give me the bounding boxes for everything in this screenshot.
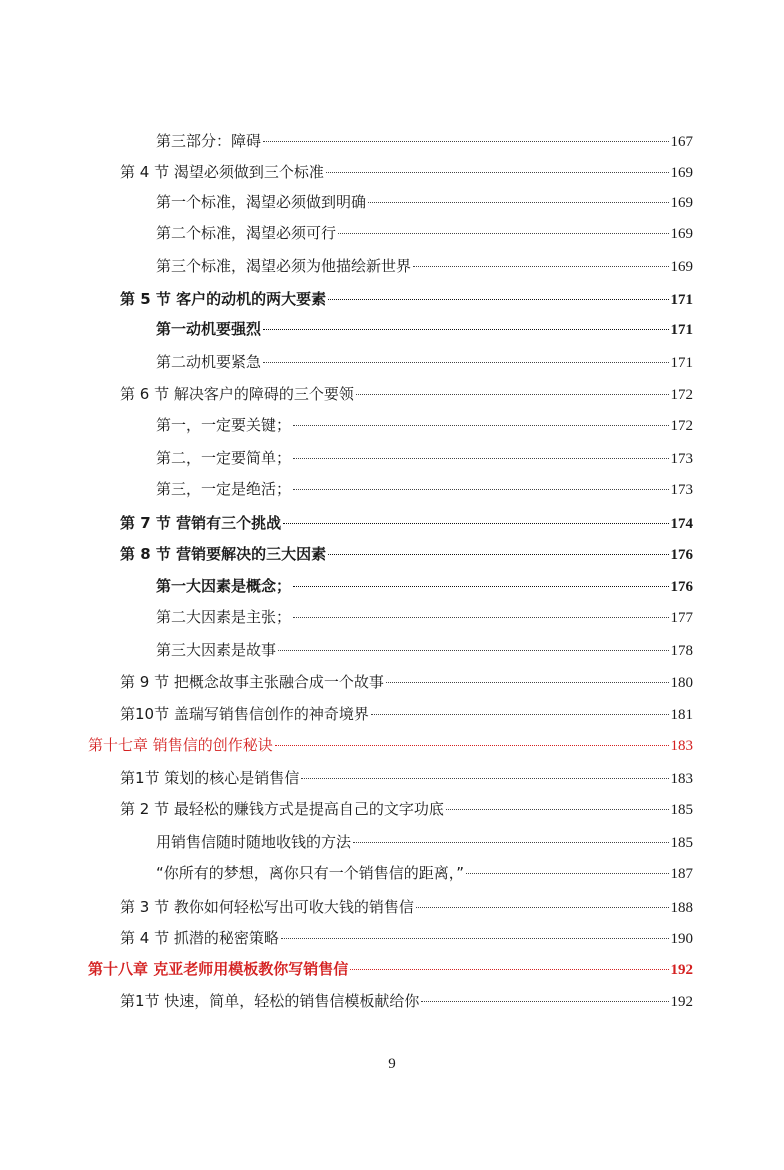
toc-entry-title: 第十八章 克亚老师用模板教你写销售信 — [88, 960, 349, 978]
toc-dot-leader — [281, 938, 669, 939]
toc-section-entry — [120, 542, 693, 566]
toc-chapter-entry — [88, 957, 693, 981]
toc-entry-page: 185 — [670, 835, 693, 851]
toc-dot-leader — [350, 969, 668, 970]
toc-section-entry — [120, 926, 693, 950]
toc-entry-page: 185 — [670, 802, 693, 818]
toc-entry-title: 第一动机要强烈 — [156, 320, 262, 338]
toc-section-entry — [120, 287, 693, 311]
toc-subsection-entry — [156, 446, 693, 470]
toc-entry-title: 第二动机要紧急 — [156, 353, 262, 371]
toc-entry-page: 169 — [670, 165, 693, 181]
toc-entry-page: 174 — [670, 516, 693, 532]
toc-entry-title: “你所有的梦想，离你只有一个销售信的距离，” — [156, 864, 465, 882]
toc-entry-title: 第1节 策划的核心是销售信 — [120, 769, 300, 787]
toc-entry-title: 第一个标准，渴望必须做到明确 — [156, 193, 367, 211]
toc-entry-page: 171 — [670, 292, 693, 308]
toc-dot-leader — [275, 745, 669, 746]
toc-dot-leader — [413, 266, 668, 267]
toc-section-entry — [120, 895, 693, 919]
toc-entry-title: 第 7 节 营销有三个挑战 — [120, 514, 282, 532]
toc-dot-leader — [421, 1001, 668, 1002]
toc-dot-leader — [466, 873, 668, 874]
toc-subsection-entry — [156, 477, 693, 501]
toc-subsection-entry — [156, 317, 693, 341]
toc-section-entry — [120, 160, 693, 184]
toc-entry-page: 192 — [670, 962, 693, 978]
toc-dot-leader — [328, 554, 668, 555]
toc-entry-title: 第二大因素是主张； — [156, 608, 292, 626]
toc-dot-leader — [293, 458, 668, 459]
toc-entry-title: 第三大因素是故事 — [156, 641, 277, 659]
toc-entry-page: 178 — [670, 643, 693, 659]
toc-section-entry — [120, 766, 693, 790]
toc-subsection-entry — [156, 830, 693, 854]
toc-dot-leader — [416, 907, 669, 908]
toc-section-entry — [120, 989, 693, 1013]
toc-dot-leader — [371, 714, 669, 715]
toc-entry-title: 第 8 节 营销要解决的三大因素 — [120, 545, 327, 563]
toc-dot-leader — [301, 778, 668, 779]
toc-dot-leader — [326, 172, 669, 173]
toc-entry-page: 187 — [670, 866, 693, 882]
toc-entry-title: 第1节 快速，简单，轻松的销售信模板献给你 — [120, 992, 420, 1010]
toc-entry-page: 172 — [670, 387, 693, 403]
toc-section-entry — [120, 511, 693, 535]
toc-entry-title: 第 4 节 渴望必须做到三个标准 — [120, 163, 324, 181]
toc-entry-title: 第 9 节 把概念故事主张融合成一个故事 — [120, 673, 384, 691]
toc-dot-leader — [353, 842, 668, 843]
toc-entry-page: 177 — [670, 610, 693, 626]
toc-dot-leader — [356, 394, 669, 395]
toc-dot-leader — [278, 650, 668, 651]
toc-subsection-entry — [156, 254, 693, 278]
toc-entry-title: 第二，一定要简单； — [156, 449, 292, 467]
toc-subsection-entry — [156, 861, 693, 885]
toc-subsection-entry — [156, 605, 693, 629]
toc-entry-page: 190 — [670, 931, 693, 947]
toc-dot-leader — [446, 809, 669, 810]
toc-entry-page: 183 — [670, 771, 693, 787]
toc-entry-title: 第三，一定是绝活； — [156, 480, 292, 498]
toc-dot-leader — [263, 362, 668, 363]
toc-entry-title: 第 5 节 客户的动机的两大要素 — [120, 290, 327, 308]
toc-entry-title: 第一大因素是概念； — [156, 577, 292, 595]
toc-dot-leader — [263, 141, 668, 142]
toc-section-entry — [120, 797, 693, 821]
toc-entry-page: 181 — [670, 707, 693, 723]
toc-dot-leader — [293, 617, 668, 618]
toc-entry-page: 169 — [670, 195, 693, 211]
toc-section-entry — [120, 702, 693, 726]
toc-entry-page: 176 — [670, 547, 693, 563]
toc-entry-title: 第三个标准，渴望必须为他描绘新世界 — [156, 257, 412, 275]
page-number: 9 — [388, 1056, 396, 1072]
toc-entry-title: 第 6 节 解决客户的障碍的三个要领 — [120, 385, 354, 403]
toc-dot-leader — [293, 425, 668, 426]
toc-dot-leader — [386, 682, 669, 683]
toc-entry-page: 192 — [670, 994, 693, 1010]
toc-chapter-entry — [88, 733, 693, 757]
toc-dot-leader — [368, 202, 668, 203]
toc-entry-title: 第 3 节 教你如何轻松写出可收大钱的销售信 — [120, 898, 414, 916]
toc-entry-page: 183 — [670, 738, 693, 754]
toc-entry-title: 第十七章 销售信的创作秘诀 — [88, 736, 273, 754]
toc-entry-page: 176 — [670, 579, 693, 595]
toc-dot-leader — [293, 586, 668, 587]
toc-dot-leader — [293, 489, 668, 490]
toc-entry-page: 188 — [670, 900, 693, 916]
toc-entry-page: 172 — [670, 418, 693, 434]
toc-entry-page: 173 — [670, 451, 693, 467]
toc-entry-page: 171 — [670, 355, 693, 371]
toc-subsection-entry — [156, 413, 693, 437]
toc-subsection-entry — [156, 350, 693, 374]
toc-entry-title: 第 4 节 抓潜的秘密策略 — [120, 929, 279, 947]
toc-subsection-entry — [156, 638, 693, 662]
toc-entry-title: 第10节 盖瑞写销售信创作的神奇境界 — [120, 705, 369, 723]
toc-dot-leader — [328, 299, 668, 300]
toc-subsection-entry — [156, 221, 693, 245]
toc-section-entry — [120, 670, 693, 694]
toc-entry-page: 173 — [670, 482, 693, 498]
toc-dot-leader — [338, 233, 668, 234]
toc-section-entry — [120, 382, 693, 406]
toc-dot-leader — [263, 329, 668, 330]
toc-entry-page: 171 — [670, 322, 693, 338]
toc-entry-title: 用销售信随时随地收钱的方法 — [156, 833, 352, 851]
toc-dot-leader — [283, 523, 668, 524]
toc-entry-title: 第 2 节 最轻松的赚钱方式是提高自己的文字功底 — [120, 800, 444, 818]
toc-subsection-entry — [156, 574, 693, 598]
toc-subsection-entry — [156, 129, 693, 153]
toc-entry-page: 180 — [670, 675, 693, 691]
toc-subsection-entry — [156, 190, 693, 214]
toc-entry-page: 167 — [670, 134, 693, 150]
toc-entry-title: 第二个标准，渴望必须可行 — [156, 224, 337, 242]
toc-entry-title: 第三部分：障碍 — [156, 132, 262, 150]
toc-entry-title: 第一，一定要关键； — [156, 416, 292, 434]
toc-entry-page: 169 — [670, 259, 693, 275]
toc-entry-page: 169 — [670, 226, 693, 242]
